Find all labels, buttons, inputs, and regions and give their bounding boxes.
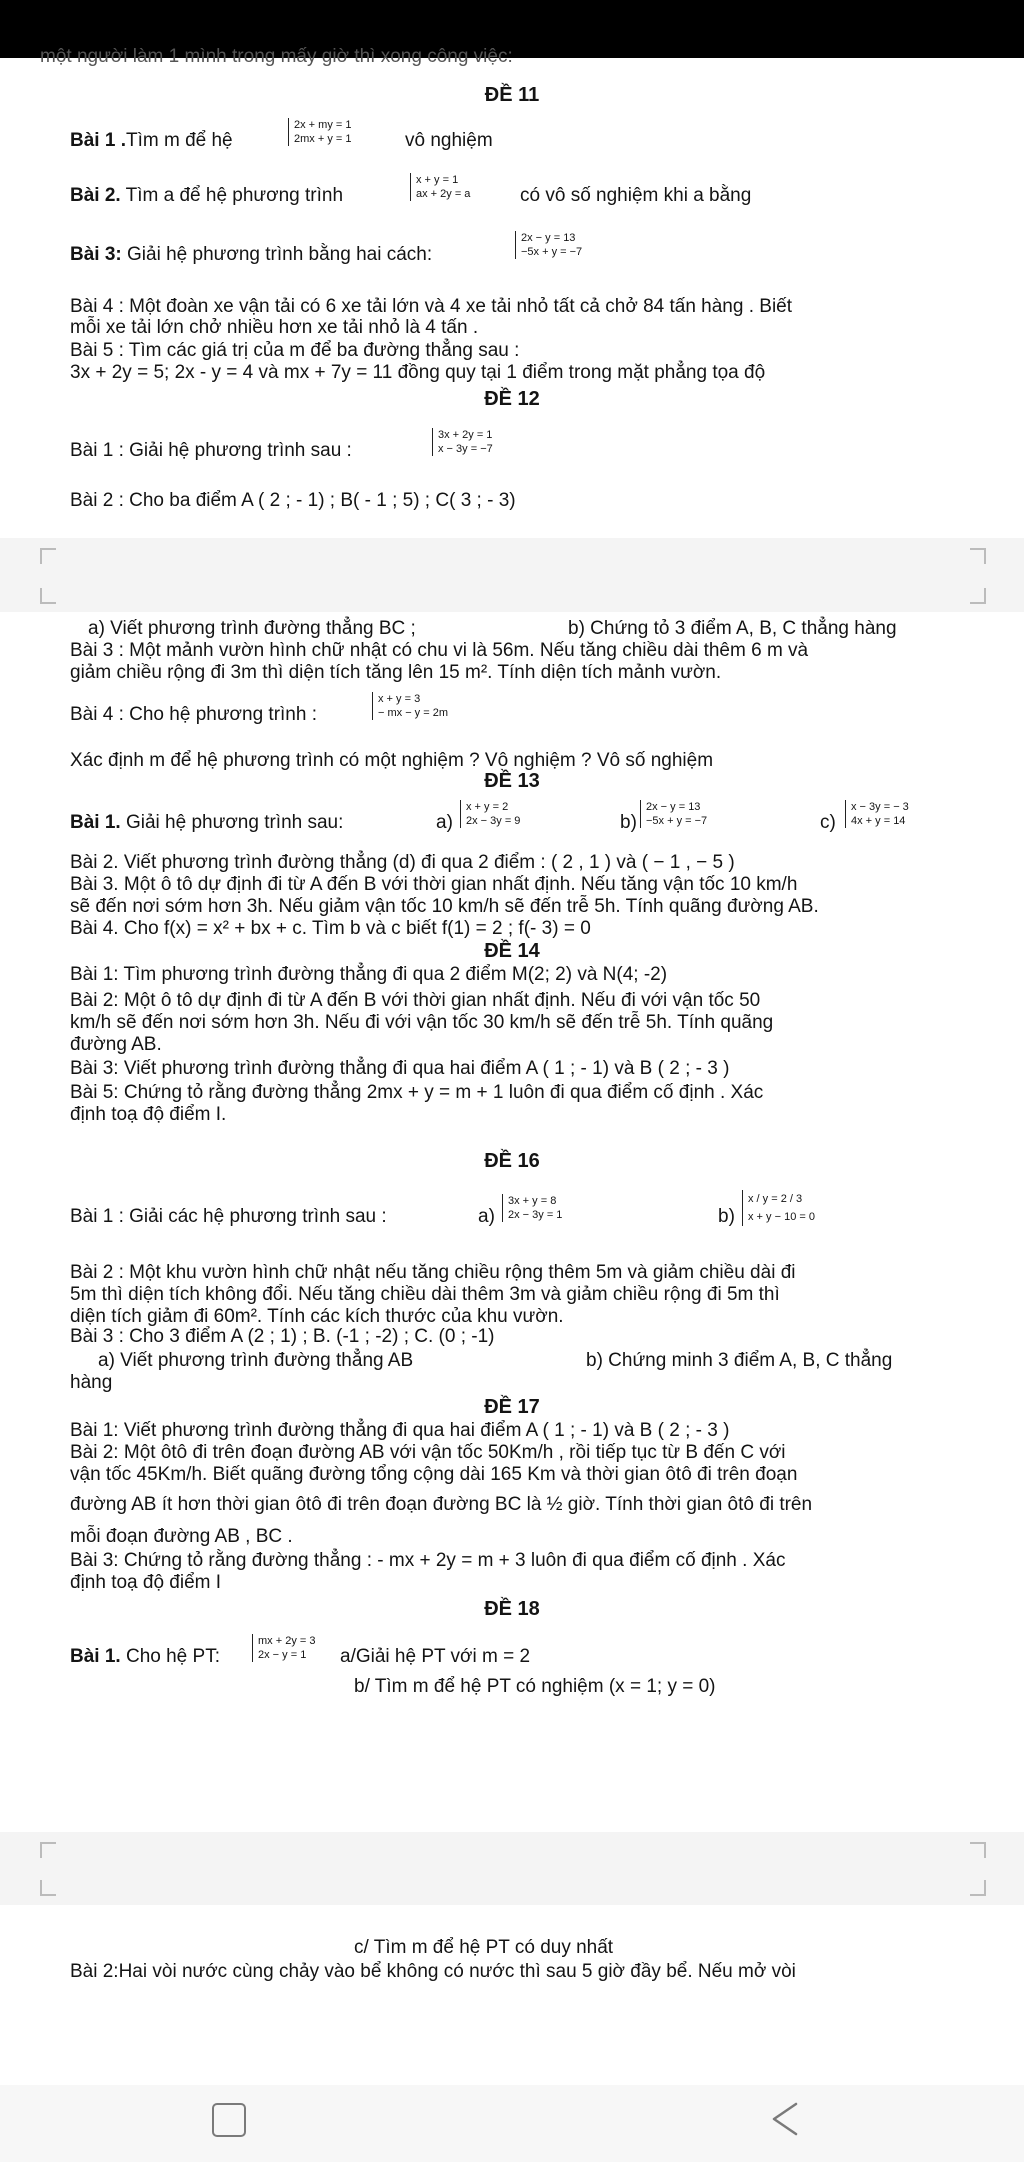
exercise-3-de-17-line-2: định toạ độ điểm I [70,1572,222,1593]
exercise-2-tail: có vô số nghiệm khi a bằng [520,185,752,206]
system-navigation-bar [0,2085,1024,2162]
part-a: a) Viết phương trình đường thẳng AB [98,1350,414,1371]
part-b: b) Chứng minh 3 điểm A, B, C thẳng [586,1350,893,1371]
section-title-de-16: ĐỀ 16 [484,1150,540,1172]
section-title-de-18: ĐỀ 18 [484,1598,540,1620]
part-b-label: b) [620,812,637,833]
equation-system: x + y = 3 − mx − y = 2m [372,692,448,720]
exercise-2: Bài 2. Tìm a để hệ phương trình [70,185,344,206]
page-corner-mark [970,1842,986,1858]
exercise-2-de-16-line-2: 5m thì diện tích không đổi. Nếu tăng chiều dài thêm 3m và giảm chiều rộng đi 5m thì [70,1284,780,1305]
page-corner-mark [40,548,56,564]
exercise-3-line-1: Bài 3 : Một mảnh vườn hình chữ nhật có chu vi là 56m. Nếu tăng chiều dài thêm 6 m và [70,640,809,661]
exercise-1-de-16: Bài 1 : Giải các hệ phương trình sau : [70,1206,387,1227]
recent-apps-icon[interactable] [212,2103,246,2137]
part-a-label: a) [436,812,453,833]
back-icon[interactable] [770,2101,800,2137]
exercise-2-de-14-line-3: đường AB. [70,1034,162,1055]
exercise-4: Bài 4 : Cho hệ phương trình : [70,704,317,725]
exercise-1: Bài 1 .Tìm m để hệ [70,130,233,151]
exercise-1-tail: vô nghiệm [405,130,493,151]
section-title-de-11: ĐỀ 11 [484,84,540,106]
document-page-3 [0,1905,1024,2085]
exercise-2-de-16-line-1: Bài 2 : Một khu vườn hình chữ nhật nếu tăng chiều rộng thêm 5m và giảm chiều dài đi [70,1262,796,1283]
exercise-5-line-2: 3x + 2y = 5; 2x - y = 4 và mx + 7y = 11 đồng quy tại 1 điểm trong mặt phẳng tọa độ [70,362,766,383]
exercise-4-question: Xác định m để hệ phương trình có một nghiệm ? Vô nghiệm ? Vô số nghiệm [70,750,714,771]
equation-system: 2x − y = 13 −5x + y = −7 [640,800,707,828]
section-title-de-17: ĐỀ 17 [484,1396,540,1418]
document-page-2 [0,612,1024,1832]
cut-off-line: một người làm 1 mình trong mấy giờ thì xong công việc: [40,46,513,67]
exercise-3-line-2: giảm chiều rộng đi 3m thì diện tích tăng lên 15 m². Tính diện tích mảnh vườn. [70,662,722,683]
part-a: a) Viết phương trình đường thẳng BC ; [88,618,416,639]
exercise-2-de-17-line-2: vận tốc 45Km/h. Biết quãng đường tổng cộng dài 165 Km và thời gian ôtô đi trên đoạn [70,1464,798,1485]
page-gap [0,1832,1024,1905]
part-c: c/ Tìm m để hệ PT có duy nhất [354,1937,614,1958]
exercise-2-de-12: Bài 2 : Cho ba điểm A ( 2 ; - 1) ; B( - 1 ; 5) ; C( 3 ; - 3) [70,490,516,511]
exercise-5-de-14-line-2: định toạ độ điểm I. [70,1104,227,1125]
equation-system: 3x + y = 8 2x − 3y = 1 [502,1194,562,1222]
exercise-2-de-18: Bài 2:Hai vòi nước cùng chảy vào bể không có nước thì sau 5 giờ đầy bể. Nếu mở vòi [70,1961,796,1982]
part-b: b/ Tìm m để hệ PT có nghiệm (x = 1; y = 0) [354,1676,716,1697]
exercise-4-line-2: mỗi xe tải lớn chở nhiều hơn xe tải nhỏ là 4 tấn . [70,317,479,338]
exercise-5-line-1: Bài 5 : Tìm các giá trị của m để ba đường thẳng sau : [70,340,520,361]
exercise-3-de-16: Bài 3 : Cho 3 điểm A (2 ; 1) ; B. (-1 ; -2) ; C. (0 ; -1) [70,1326,495,1347]
continuation: hàng [70,1372,113,1393]
exercise-5-de-14-line-1: Bài 5: Chứng tỏ rằng đường thẳng 2mx + y = m + 1 luôn đi qua điểm cố định . Xác [70,1082,764,1103]
part-c-label: c) [820,812,836,833]
part-b-label: b) [718,1206,735,1227]
equation-system: x − 3y = − 3 4x + y = 14 [845,800,909,828]
exercise-2-de-16-line-3: diện tích giảm đi 60m². Tính các kích thước của khu vườn. [70,1306,564,1327]
exercise-3-de-14: Bài 3: Viết phương trình đường thẳng đi qua hai điểm A ( 1 ; - 1) và B ( 2 ; - 3 ) [70,1058,730,1079]
document-page-1 [0,46,1024,538]
exercise-2-de-14-line-2: km/h sẽ đến nơi sớm hơn 3h. Nếu đi với vận tốc 30 km/h sẽ đến trễ 5h. Tính quãng [70,1012,774,1033]
page-corner-mark [970,588,986,604]
exercise-4-line-1: Bài 4 : Một đoàn xe vận tải có 6 xe tải lớn và 4 xe tải nhỏ tất cả chở 84 tấn hàng . Biết [70,296,793,317]
page-corner-mark [970,1880,986,1896]
equation-system: mx + 2y = 3 2x − y = 1 [252,1634,315,1662]
exercise-2-de-17-line-4: mỗi đoạn đường AB , BC . [70,1526,293,1547]
exercise-1-de-12: Bài 1 : Giải hệ phương trình sau : [70,440,352,461]
exercise-3-de-17-line-1: Bài 3: Chứng tỏ rằng đường thẳng : - mx + 2y = m + 3 luôn đi qua điểm cố định . Xác [70,1550,786,1571]
page-corner-mark [40,588,56,604]
exercise-2-de-13: Bài 2. Viết phương trình đường thẳng (d) đi qua 2 điểm : ( 2 , 1 ) và ( − 1 , − 5 ) [70,852,735,873]
exercise-3: Bài 3: Giải hệ phương trình bằng hai cách: [70,244,433,265]
exercise-2-de-17-line-1: Bài 2: Một ôtô đi trên đoạn đường AB với vận tốc 50Km/h , rồi tiếp tục từ B đến C với [70,1442,786,1463]
section-title-de-12: ĐỀ 12 [484,388,540,410]
page-gap [0,538,1024,612]
exercise-1-de-14: Bài 1: Tìm phương trình đường thẳng đi qua 2 điểm M(2; 2) và N(4; -2) [70,964,668,985]
part-a-label: a) [478,1206,495,1227]
exercise-1-de-18: Bài 1. Cho hệ PT: [70,1646,220,1667]
equation-system: x / y = 2 / 3 x + y − 10 = 0 [742,1190,815,1226]
equation-system: 2x − y = 13 −5x + y = −7 [515,231,582,259]
part-a: a/Giải hệ PT với m = 2 [340,1646,531,1667]
equation-system: 2x + my = 1 2mx + y = 1 [288,118,351,146]
exercise-3-de-13-line-1: Bài 3. Một ô tô dự định đi từ A đến B với thời gian nhất định. Nếu tăng vận tốc 10 km/h [70,874,798,895]
exercise-1-de-17: Bài 1: Viết phương trình đường thẳng đi qua hai điểm A ( 1 ; - 1) và B ( 2 ; - 3 ) [70,1420,730,1441]
section-title-de-13: ĐỀ 13 [484,770,540,792]
page-corner-mark [970,548,986,564]
page-corner-mark [40,1880,56,1896]
page-corner-mark [40,1842,56,1858]
equation-system: x + y = 2 2x − 3y = 9 [460,800,520,828]
exercise-3-de-13-line-2: sẽ đến nơi sớm hơn 3h. Nếu giảm vận tốc 10 km/h sẽ đến trễ 5h. Tính quãng đường AB. [70,896,819,917]
exercise-2-de-17-line-3: đường AB ít hơn thời gian ôtô đi trên đoạn đường BC là ½ giờ. Tính thời gian ôtô đi trên [70,1494,813,1515]
part-b: b) Chứng tỏ 3 điểm A, B, C thẳng hàng [568,618,897,639]
equation-system: x + y = 1 ax + 2y = a [410,173,470,201]
exercise-4-de-13: Bài 4. Cho f(x) = x² + bx + c. Tìm b và c biết f(1) = 2 ; f(- 3) = 0 [70,918,591,939]
section-title-de-14: ĐỀ 14 [484,940,540,962]
equation-system: 3x + 2y = 1 x − 3y = −7 [432,428,493,456]
exercise-1-de-13: Bài 1. Giải hệ phương trình sau: [70,812,344,833]
exercise-2-de-14-line-1: Bài 2: Một ô tô dự định đi từ A đến B với thời gian nhất định. Nếu đi với vận tốc 50 [70,990,761,1011]
